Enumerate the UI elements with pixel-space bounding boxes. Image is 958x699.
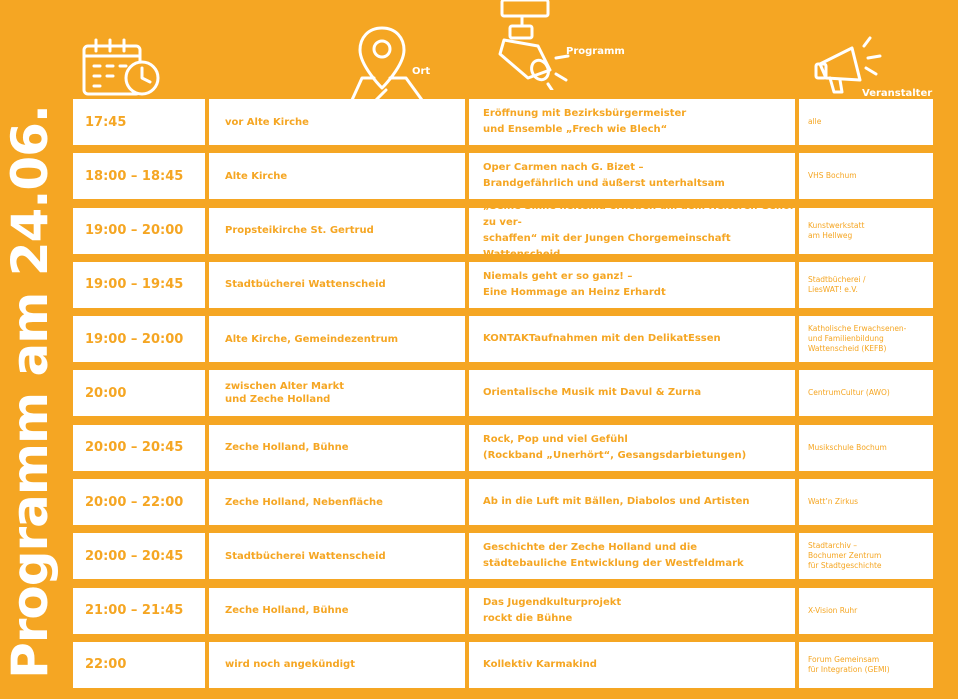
time-cell [73, 262, 205, 308]
time-cell-text: 20:00 – 20:45 [85, 548, 184, 564]
time-cell [73, 99, 205, 145]
header-programm: Programm [566, 46, 625, 57]
place-cell-text: Alte Kirche [225, 170, 288, 182]
table-row [73, 262, 937, 308]
page-title: Programm am 24.06. [1, 105, 59, 679]
spotlight-icon [494, 0, 574, 90]
program-cell [469, 425, 795, 471]
organizer-cell-text: Kunstwerkstatt am Hellweg [808, 220, 865, 240]
place-cell [209, 370, 465, 416]
program-cell-text: „Seine Sinne heitemd erheben um dem Heiteren Gehör zu ver- schaffen“ mit der Jungen Chorgemeinschaft Wattenscheid [483, 200, 795, 260]
time-cell [73, 316, 205, 362]
organizer-cell-text: Katholische Erwachsenen- und Familienbildung Wattenscheid (KEFB) [808, 324, 907, 354]
time-cell [73, 588, 205, 634]
place-cell-text: zwischen Alter Markt und Zeche Holland [225, 381, 345, 406]
time-cell [73, 479, 205, 525]
location-pin-map-icon [346, 24, 431, 100]
place-cell-text: vor Alte Kirche [225, 116, 309, 128]
organizer-cell [799, 370, 933, 416]
organizer-cell [799, 642, 933, 688]
place-cell-text: Alte Kirche, Gemeindezentrum [225, 333, 399, 345]
organizer-cell [799, 479, 933, 525]
program-cell-text: Orientalische Musik mit Davul & Zurna [483, 387, 702, 399]
place-cell [209, 262, 465, 308]
program-cell-text: Oper Carmen nach G. Bizet – Brandgefährlich und äußerst unterhaltsam [483, 162, 725, 190]
program-cell [469, 316, 795, 362]
time-cell-text: 18:00 – 18:45 [85, 168, 184, 184]
place-cell-text: Zeche Holland, Bühne [225, 442, 349, 454]
program-cell-text: Eröffnung mit Bezirksbürgermeister und Ensemble „Frech wie Blech“ [483, 108, 687, 135]
program-cell-text: Niemals geht er so ganz! – Eine Hommage an Heinz Erhardt [483, 270, 666, 298]
program-cell-text: Das Jugendkulturprojekt rockt die Bühne [483, 596, 622, 624]
time-cell [73, 533, 205, 579]
time-cell-text: 20:00 [85, 385, 127, 401]
program-cell-text: Ab in die Luft mit Bällen, Diabolos und Artisten [483, 496, 750, 508]
organizer-cell-text: X-Vision Ruhr [808, 605, 858, 615]
table-row [73, 153, 937, 199]
table-row [73, 200, 937, 260]
megaphone-icon [812, 36, 886, 96]
place-cell [209, 316, 465, 362]
organizer-cell-text: Forum Gemeinsam für Integration (GEMI) [808, 654, 890, 674]
time-cell [73, 425, 205, 471]
table-row [73, 316, 937, 362]
table-row [73, 425, 937, 471]
organizer-cell [799, 425, 933, 471]
program-cell [469, 479, 795, 525]
place-cell-text: Stadtbücherei Wattenscheid [225, 550, 386, 562]
time-cell-text: 19:00 – 19:45 [85, 277, 184, 293]
place-cell [209, 533, 465, 579]
time-cell-text: 21:00 – 21:45 [85, 603, 184, 619]
time-cell [73, 208, 205, 254]
organizer-cell [799, 208, 933, 254]
program-cell [469, 533, 795, 579]
place-cell [209, 588, 465, 634]
table-row [73, 370, 937, 416]
program-cell-text: KONTAKTaufnahmen mit den DelikatEssen [483, 333, 721, 345]
time-cell [73, 642, 205, 688]
place-cell-text: wird noch angekündigt [225, 659, 355, 671]
organizer-cell [799, 153, 933, 199]
organizer-cell-text: Stadtarchiv – Bochumer Zentrum für Stadtgeschichte [808, 541, 882, 571]
program-cell [469, 153, 795, 199]
program-cell-text: Geschichte der Zeche Holland und die städtebauliche Entwicklung der Westfeldmark [483, 542, 744, 570]
organizer-cell [799, 262, 933, 308]
organizer-cell [799, 588, 933, 634]
time-cell [73, 153, 205, 199]
place-cell [209, 208, 465, 254]
calendar-clock-icon [80, 36, 164, 98]
time-cell-text: 22:00 [85, 657, 127, 673]
time-cell [73, 370, 205, 416]
place-cell-text: Zeche Holland, Bühne [225, 605, 349, 617]
time-cell-text: 17:45 [85, 114, 127, 130]
organizer-cell [799, 99, 933, 145]
program-cell [469, 200, 795, 260]
program-cell [469, 99, 795, 145]
page-title-container [0, 0, 60, 699]
place-cell [209, 153, 465, 199]
place-cell [209, 479, 465, 525]
program-cell [469, 642, 795, 688]
program-cell [469, 588, 795, 634]
organizer-cell-text: Watt’n Zirkus [808, 497, 859, 507]
time-cell-text: 20:00 – 22:00 [85, 494, 184, 510]
place-cell-text: Propsteikirche St. Gertrud [225, 225, 374, 237]
organizer-cell-text: alle [808, 117, 822, 126]
program-cell [469, 262, 795, 308]
program-cell-text: Rock, Pop und viel Gefühl (Rockband „Unerhört“, Gesangsdarbietungen) [483, 433, 747, 461]
place-cell-text: Stadtbücherei Wattenscheid [225, 279, 386, 291]
program-table [73, 99, 937, 696]
organizer-cell-text: Stadtbücherei / LiesWAT! e.V. [808, 274, 866, 294]
organizer-cell [799, 316, 933, 362]
time-cell-text: 20:00 – 20:45 [85, 440, 184, 456]
place-cell [209, 642, 465, 688]
header-veranstalter: Veranstalter [862, 88, 933, 99]
table-row [73, 99, 937, 145]
organizer-cell [799, 533, 933, 579]
table-row [73, 588, 937, 634]
organizer-cell-text: Musikschule Bochum [808, 442, 887, 452]
organizer-cell-text: CentrumCultur (AWO) [808, 388, 890, 398]
place-cell [209, 99, 465, 145]
place-cell-text: Zeche Holland, Nebenfläche [225, 496, 383, 508]
header-ort: Ort [412, 66, 431, 77]
place-cell [209, 425, 465, 471]
program-cell-text: Kollektiv Karmakind [483, 658, 597, 670]
table-row [73, 479, 937, 525]
time-cell-text: 19:00 – 20:00 [85, 223, 184, 239]
table-row [73, 642, 937, 688]
program-cell [469, 370, 795, 416]
table-row [73, 533, 937, 579]
time-cell-text: 19:00 – 20:00 [85, 331, 184, 347]
organizer-cell-text: VHS Bochum [808, 171, 857, 181]
